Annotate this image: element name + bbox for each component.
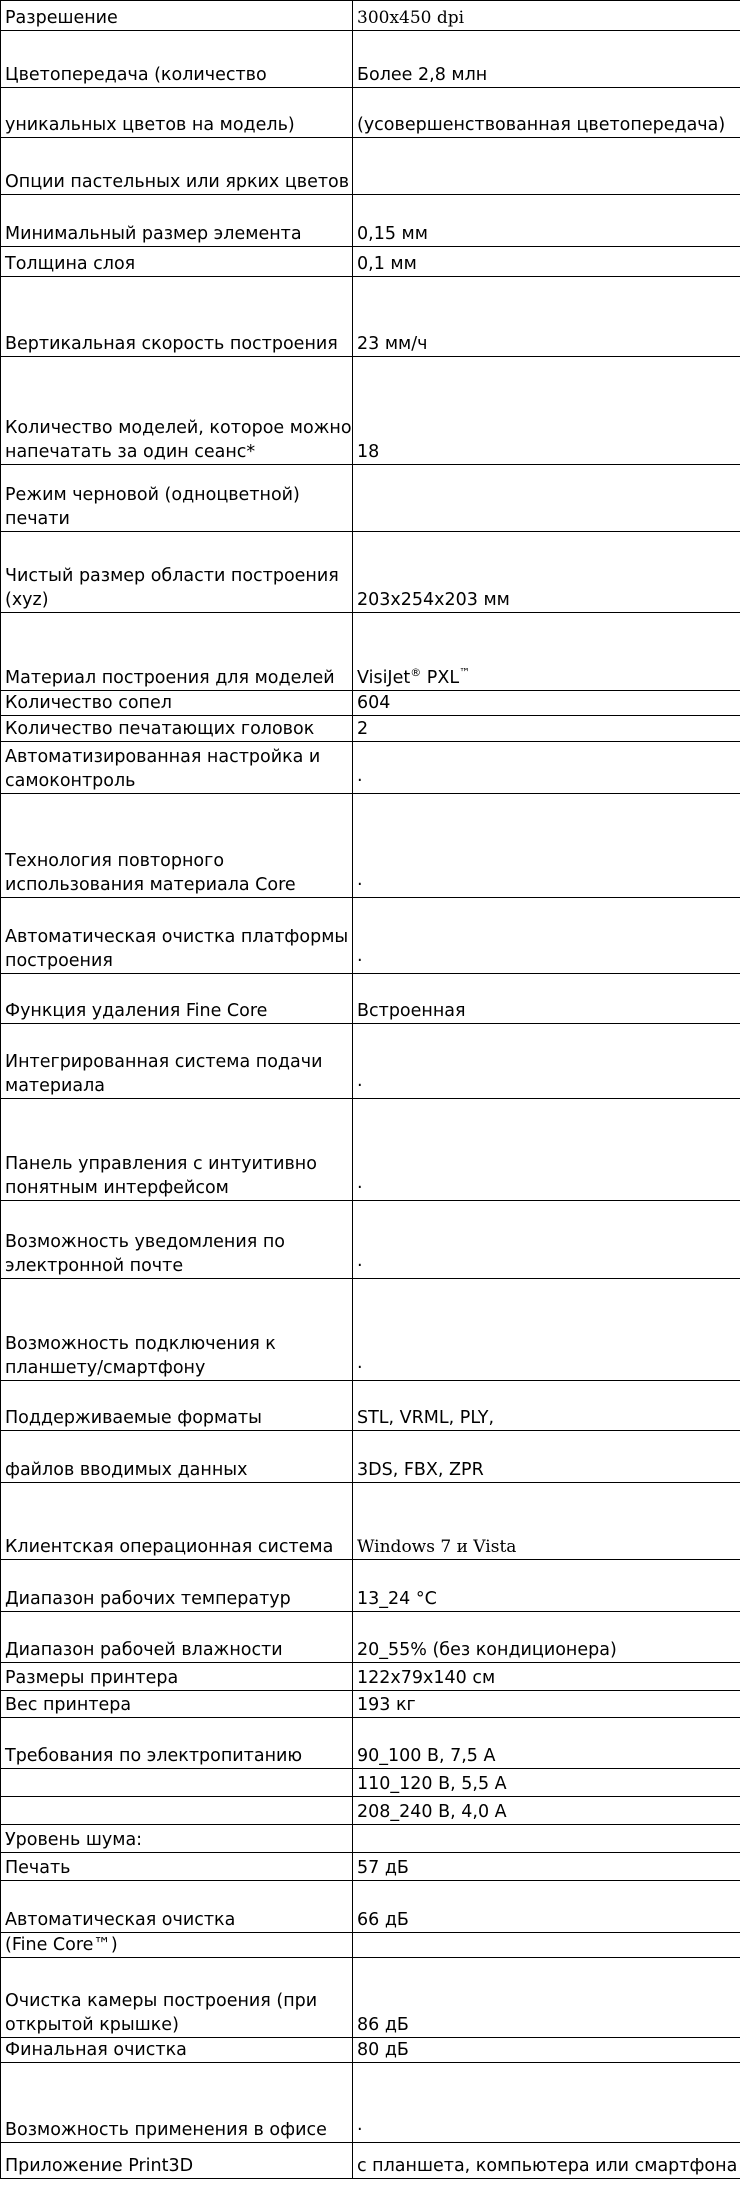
- spec-value: 0,15 мм: [353, 195, 740, 247]
- spec-value: 13_24 °С: [353, 1560, 740, 1612]
- spec-table-body: [1, 1, 740, 2179]
- spec-value: [353, 1933, 740, 1958]
- spec-value: 203x254x203 мм: [353, 532, 740, 613]
- spec-value: с планшета, компьютера или смартфона: [353, 2143, 740, 2179]
- spec-row: [1, 1958, 740, 2038]
- spec-row: [1, 1881, 740, 1933]
- spec-row: [1, 1431, 740, 1483]
- spec-row: [1, 532, 740, 613]
- spec-row: [1, 247, 740, 277]
- spec-label: Панель управления с интуитивно понятным интерфейсом: [1, 1099, 353, 1201]
- spec-value: 110_120 В, 5,5 А: [353, 1769, 740, 1797]
- spec-value: ·: [353, 898, 740, 974]
- spec-label: Функция удаления Fine Core: [1, 974, 353, 1024]
- spec-value: 122х79х140 см: [353, 1663, 740, 1691]
- spec-row: [1, 1279, 740, 1381]
- spec-row: [1, 613, 740, 691]
- spec-label: Интегрированная система подачи материала: [1, 1024, 353, 1099]
- spec-value: 86 дБ: [353, 1958, 740, 2038]
- spec-row: [1, 1769, 740, 1797]
- spec-row: [1, 1933, 740, 1958]
- spec-row: [1, 716, 740, 742]
- spec-value: 2: [353, 716, 740, 742]
- spec-row: [1, 1853, 740, 1881]
- spec-label: Технология повторного использования материала Core: [1, 794, 353, 898]
- spec-value: 604: [353, 691, 740, 716]
- spec-row: [1, 1483, 740, 1560]
- spec-row: [1, 1099, 740, 1201]
- spec-row: [1, 88, 740, 138]
- spec-value: 20_55% (без кондиционера): [353, 1612, 740, 1663]
- spec-value: Встроенная: [353, 974, 740, 1024]
- spec-value: (усовершенствованная цветопередача): [353, 88, 740, 138]
- spec-value: [353, 613, 740, 691]
- spec-value: 57 дБ: [353, 1853, 740, 1881]
- spec-value: ·: [353, 2063, 740, 2143]
- spec-label: Клиентская операционная система: [1, 1483, 353, 1560]
- spec-value: 300x450 dpi: [353, 1, 740, 31]
- spec-label: Цветопередача (количество: [1, 31, 353, 88]
- spec-label: Режим черновой (одноцветной) печати: [1, 465, 353, 532]
- spec-label: Требования по электропитанию: [1, 1718, 353, 1769]
- spec-value: STL, VRML, PLY,: [353, 1381, 740, 1431]
- spec-row: [1, 2143, 740, 2179]
- spec-value: [353, 138, 740, 195]
- spec-label: [1, 1769, 353, 1797]
- spec-value: 18: [353, 357, 740, 465]
- spec-value: ·: [353, 794, 740, 898]
- spec-value: 208_240 В, 4,0 А: [353, 1797, 740, 1825]
- spec-label: Финальная очистка: [1, 2038, 353, 2063]
- spec-row: [1, 31, 740, 88]
- spec-label: Разрешение: [1, 1, 353, 31]
- spec-row: [1, 195, 740, 247]
- spec-value: 3DS, FBX, ZPR: [353, 1431, 740, 1483]
- material-name: VisiJet: [357, 668, 411, 688]
- spec-row: [1, 1797, 740, 1825]
- spec-label: Приложение Print3D: [1, 2143, 353, 2179]
- spec-label: Материал построения для моделей: [1, 613, 353, 691]
- spec-row: [1, 1663, 740, 1691]
- spec-row: [1, 691, 740, 716]
- spec-label: Поддерживаемые форматы: [1, 1381, 353, 1431]
- spec-value: ·: [353, 1201, 740, 1279]
- spec-label: Печать: [1, 1853, 353, 1881]
- spec-row: [1, 898, 740, 974]
- spec-value: 66 дБ: [353, 1881, 740, 1933]
- spec-label: (Fine Core™): [1, 1933, 353, 1958]
- spec-value: ·: [353, 1099, 740, 1201]
- spec-label: Минимальный размер элемента: [1, 195, 353, 247]
- spec-row: [1, 1691, 740, 1718]
- spec-label: Возможность подключения к планшету/смартфону: [1, 1279, 353, 1381]
- spec-label: Автоматизированная настройка и самоконтроль: [1, 742, 353, 794]
- spec-row: [1, 1201, 740, 1279]
- spec-value: 23 мм/ч: [353, 277, 740, 357]
- spec-row: [1, 1825, 740, 1853]
- spec-label: Возможность уведомления по электронной почте: [1, 1201, 353, 1279]
- spec-value: [353, 1825, 740, 1853]
- spec-label: Количество печатающих головок: [1, 716, 353, 742]
- spec-label: Автоматическая очистка платформы построения: [1, 898, 353, 974]
- trademark-mark: ™: [459, 666, 471, 680]
- material-suffix: PXL: [421, 668, 460, 688]
- spec-label: Уровень шума:: [1, 1825, 353, 1853]
- spec-value: Windows 7 и Vista: [353, 1483, 740, 1560]
- spec-value: 0,1 мм: [353, 247, 740, 277]
- spec-label: Возможность применения в офисе: [1, 2063, 353, 2143]
- spec-row: [1, 277, 740, 357]
- spec-row: [1, 2038, 740, 2063]
- spec-label: Чистый размер области построения (xyz): [1, 532, 353, 613]
- spec-label: Автоматическая очистка: [1, 1881, 353, 1933]
- spec-label: Количество сопел: [1, 691, 353, 716]
- spec-value: ·: [353, 1279, 740, 1381]
- spec-row: [1, 974, 740, 1024]
- spec-label: Толщина слоя: [1, 247, 353, 277]
- spec-row: [1, 794, 740, 898]
- spec-label: Опции пастельных или ярких цветов: [1, 138, 353, 195]
- spec-value: 193 кг: [353, 1691, 740, 1718]
- spec-row: [1, 742, 740, 794]
- spec-value: 80 дБ: [353, 2038, 740, 2063]
- spec-row: [1, 2063, 740, 2143]
- spec-row: [1, 1381, 740, 1431]
- spec-value: ·: [353, 1024, 740, 1099]
- spec-value: [353, 465, 740, 532]
- spec-row: [1, 138, 740, 195]
- spec-row: [1, 1024, 740, 1099]
- spec-value: Более 2,8 млн: [353, 31, 740, 88]
- spec-label: Вес принтера: [1, 1691, 353, 1718]
- spec-row: [1, 1612, 740, 1663]
- spec-label: Вертикальная скорость построения: [1, 277, 353, 357]
- spec-value: 90_100 В, 7,5 А: [353, 1718, 740, 1769]
- spec-row: [1, 1, 740, 31]
- spec-label: [1, 1797, 353, 1825]
- spec-value: ·: [353, 742, 740, 794]
- spec-row: [1, 465, 740, 532]
- spec-label: Диапазон рабочих температур: [1, 1560, 353, 1612]
- spec-label: Диапазон рабочей влажности: [1, 1612, 353, 1663]
- spec-row: [1, 1718, 740, 1769]
- spec-label: уникальных цветов на модель): [1, 88, 353, 138]
- spec-row: [1, 357, 740, 465]
- spec-label: файлов вводимых данных: [1, 1431, 353, 1483]
- spec-label: Размеры принтера: [1, 1663, 353, 1691]
- spec-label: Очистка камеры построения (при открытой крышке): [1, 1958, 353, 2038]
- spec-row: [1, 1560, 740, 1612]
- registered-mark: ®: [410, 666, 422, 680]
- spec-label: Количество моделей, которое можно напечатать за один сеанс*: [1, 357, 353, 465]
